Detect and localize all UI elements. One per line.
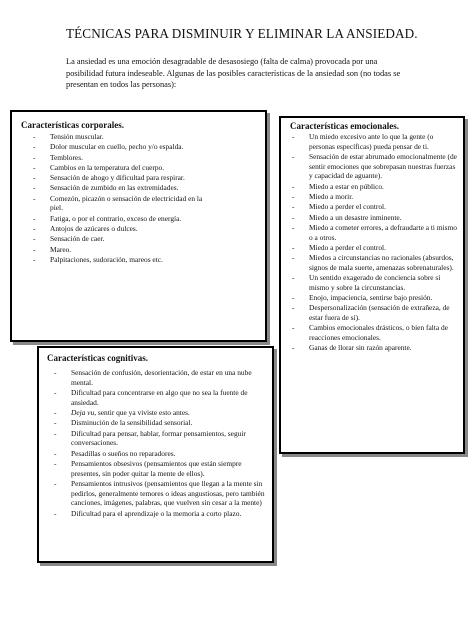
box-emocionales	[279, 116, 465, 454]
list-item: - Sensación de estar abrumado emocionalmente (de sentir emociones que sobrepasan nuestras fuerzas y capacidad de aguante).	[292, 152, 460, 181]
box-corporales	[10, 110, 267, 342]
heading-corporales: Características corporales.	[21, 120, 124, 130]
list-item: - Miedo a un desastre inminente.	[292, 213, 460, 223]
list-item: - Miedo a perder el control.	[292, 243, 460, 253]
list-item: - Cambios emocionales drásticos, o bien falta de reacciones emocionales.	[292, 323, 460, 342]
list-item: - Miedo a cometer errores, a defraudarte a ti mismo o a otros.	[292, 223, 460, 242]
list-item: - Un miedo excesivo ante lo que la gente (o personas específicas) pueda pensar de ti.	[292, 132, 460, 151]
list-item: - Enojo, impaciencia, sentirse bajo presión.	[292, 293, 460, 303]
list-item: - Dificultad para concentrarse en algo que no sea la fuente de ansiedad.	[54, 388, 268, 407]
list-item: - Disminución de la sensibilidad sensorial.	[54, 418, 268, 428]
list-item: - Sensación de caer.	[33, 234, 203, 244]
list-item: - Fatiga, o por el contrario, exceso de energía.	[33, 214, 203, 224]
list-item: - Dificultad para pensar, hablar, formar pensamientos, seguir conversaciones.	[54, 429, 268, 448]
list-item: - Temblores.	[33, 153, 203, 163]
heading-cognitivas: Características cognitivas.	[47, 353, 148, 363]
list-item: - Antojos de azúcares o dulces.	[33, 224, 203, 234]
list-item: - Sensación de confusión, desorientación, de estar en una nube mental.	[54, 368, 268, 387]
list-item: - Comezón, picazón o sensación de electricidad en la piel.	[33, 194, 203, 213]
list-item: - Dificultad para el aprendizaje o la memoria a corto plazo.	[54, 509, 268, 519]
list-emocionales	[292, 132, 460, 354]
list-item: - Ganas de llorar sin razón aparente.	[292, 343, 460, 353]
list-item: - Sensación de ahogo y dificultad para respirar.	[33, 173, 203, 183]
heading-emocionales: Características emocionales.	[290, 121, 399, 131]
page-title: TÉCNICAS PARA DISMINUIR Y ELIMINAR LA ANSIEDAD.	[66, 26, 418, 41]
list-item: - Pensamientos obsesivos (pensamientos que están siempre presentes, sin poder quitar la mente de ellos).	[54, 459, 268, 478]
list-item: - Dolor muscular en cuello, pecho y/o espalda.	[33, 142, 203, 152]
list-cognitivas	[54, 368, 268, 519]
intro-paragraph: La ansiedad es una emoción desagradable de desasosiego (falta de calma) provocada por una posibilidad futura indeseable. Algunas de las posibles características de la ansiedad son (no todas se presentan en todos las personas):	[66, 57, 401, 89]
list-item: - Miedo a morir.	[292, 192, 460, 202]
list-item: - Miedo a estar en público.	[292, 182, 460, 192]
list-item: - Pesadillas o sueños no reparadores.	[54, 449, 268, 459]
list-item: - Sensación de zumbido en las extremidades.	[33, 183, 203, 193]
list-item: - Mareo.	[33, 245, 203, 255]
list-item: - Cambios en la temperatura del cuerpo.	[33, 163, 203, 173]
list-corporales	[33, 132, 203, 265]
list-item: - Palpitaciones, sudoración, mareos etc.	[33, 255, 203, 265]
list-item: - Despersonalización (sensación de extrañeza, de estar fuera de sí).	[292, 303, 460, 322]
list-item: - Un sentido exagerado de conciencia sobre sí mismo y sobre la circunstancias.	[292, 273, 460, 292]
list-item: - Miedos a circunstancias no racionales (absurdos, signos de mala suerte, amenazas sobrenaturales).	[292, 253, 460, 272]
list-item: - Miedo a perder el control.	[292, 202, 460, 212]
list-item: - Pensamientos intrusivos (pensamientos que llegan a la mente sin pedirlos, generalmente temores o ideas angustiosas, pero también canciones, imágenes, palabras, que vuelven sin cesar a la mente)	[54, 479, 268, 508]
list-item: - Deja vu, sentir que ya viviste esto antes.	[54, 408, 268, 418]
box-cognitivas	[37, 346, 274, 563]
list-item: - Tensión muscular.	[33, 132, 203, 142]
